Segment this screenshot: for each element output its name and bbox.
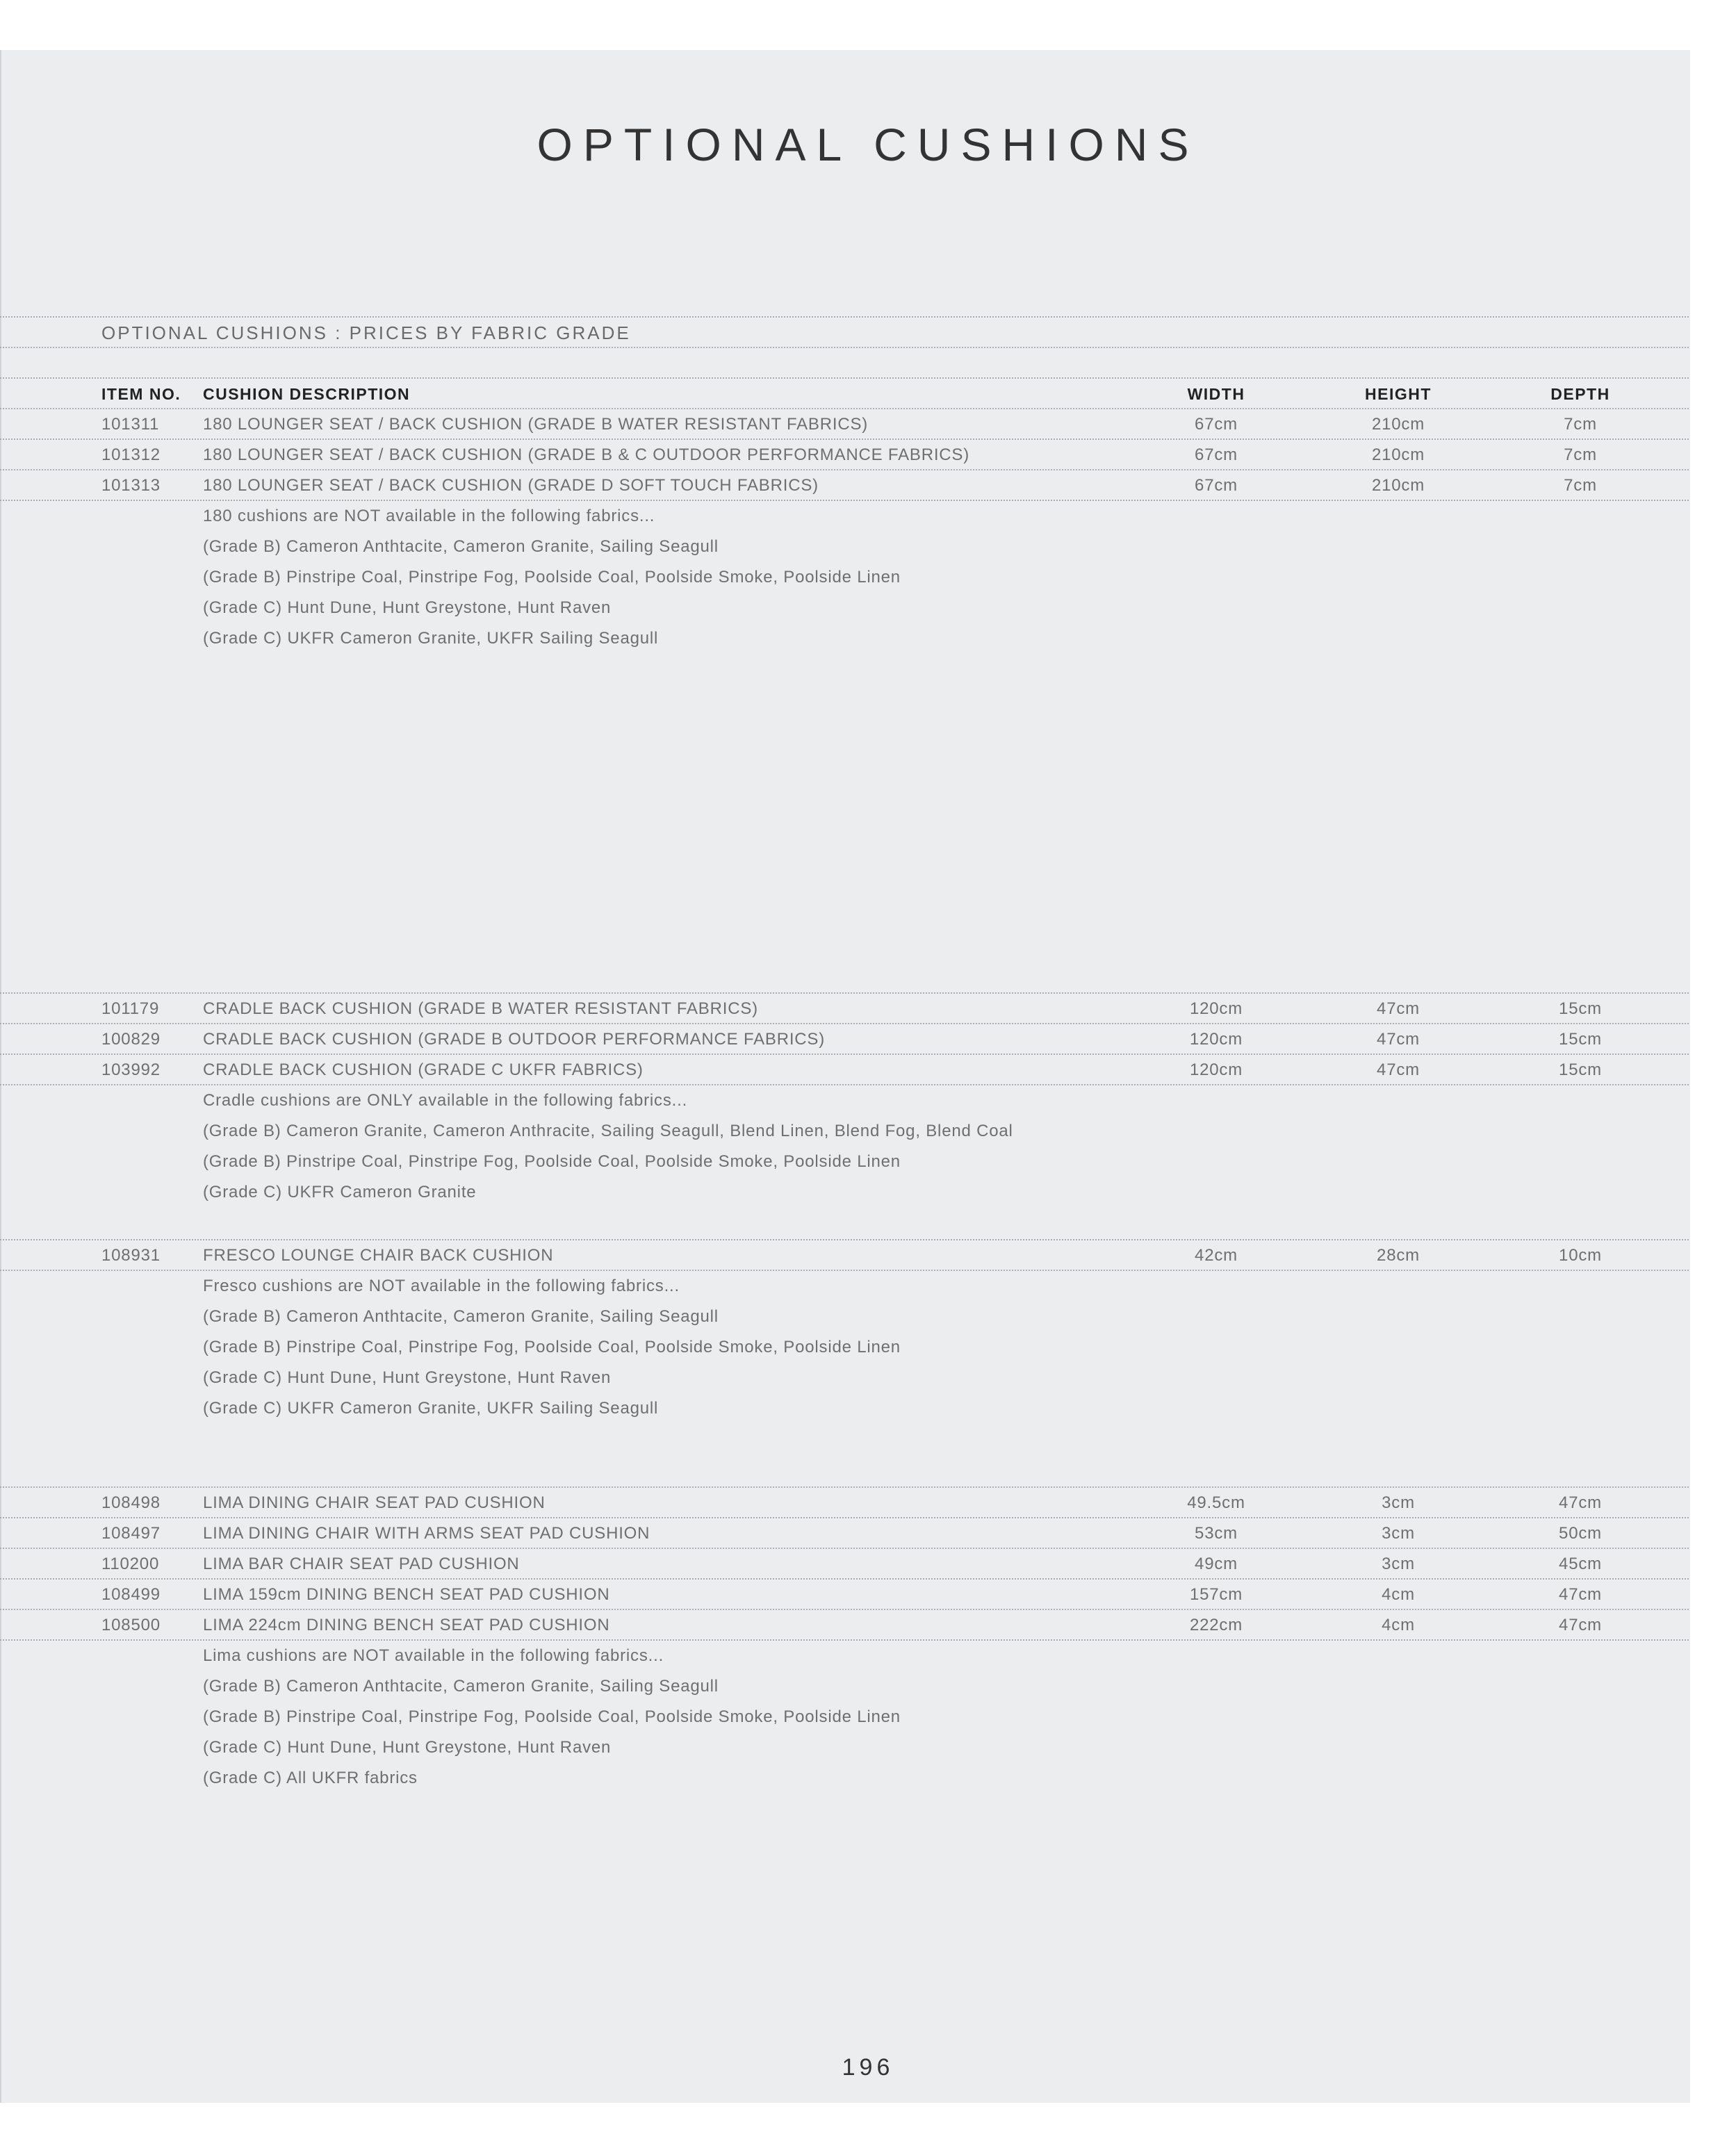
item-number: 108499 — [101, 1585, 161, 1604]
height-value: 3cm — [1382, 1555, 1415, 1573]
width-value: 49.5cm — [1187, 1493, 1245, 1512]
height-value: 4cm — [1382, 1585, 1415, 1604]
column-header-width: WIDTH — [1187, 385, 1245, 403]
depth-value: 45cm — [1559, 1555, 1602, 1573]
fabric-note: (Grade B) Pinstripe Coal, Pinstripe Fog, Poolside Coal, Poolside Smoke, Poolside Linen — [203, 1338, 901, 1356]
fabric-note: (Grade C) Hunt Dune, Hunt Greystone, Hunt Raven — [203, 598, 612, 617]
column-header-height: HEIGHT — [1365, 385, 1432, 403]
page-number: 196 — [842, 2054, 894, 2081]
width-value: 49cm — [1195, 1555, 1238, 1573]
fabric-note: (Grade B) Cameron Anthtacite, Cameron Granite, Sailing Seagull — [203, 537, 719, 556]
width-value: 120cm — [1189, 999, 1243, 1018]
cushion-description: CRADLE BACK CUSHION (GRADE B OUTDOOR PERFORMANCE FABRICS) — [203, 1030, 826, 1049]
fabric-note: 180 cushions are NOT available in the following fabrics... — [203, 507, 655, 525]
height-value: 210cm — [1371, 476, 1425, 495]
depth-value: 50cm — [1559, 1524, 1602, 1543]
fabric-note: (Grade B) Pinstripe Coal, Pinstripe Fog, Poolside Coal, Poolside Smoke, Poolside Linen — [203, 1152, 901, 1171]
fabric-note: (Grade C) Hunt Dune, Hunt Greystone, Hunt Raven — [203, 1738, 612, 1757]
width-value: 222cm — [1189, 1616, 1243, 1634]
height-value: 3cm — [1382, 1524, 1415, 1543]
section-rule-bottom — [0, 347, 1689, 348]
width-value: 42cm — [1195, 1246, 1238, 1265]
item-number: 101179 — [101, 999, 160, 1018]
section-title: OPTIONAL CUSHIONS : PRICES BY FABRIC GRADE — [101, 322, 631, 343]
height-value: 47cm — [1377, 999, 1420, 1018]
page-title: OPTIONAL CUSHIONS — [537, 119, 1199, 170]
fabric-note: (Grade C) Hunt Dune, Hunt Greystone, Hunt Raven — [203, 1368, 612, 1387]
depth-value: 15cm — [1559, 999, 1602, 1018]
fabric-note: (Grade C) UKFR Cameron Granite — [203, 1183, 477, 1202]
fabric-note: (Grade B) Cameron Anthtacite, Cameron Granite, Sailing Seagull — [203, 1677, 719, 1696]
depth-value: 7cm — [1564, 415, 1597, 434]
cushion-description: CRADLE BACK CUSHION (GRADE C UKFR FABRICS) — [203, 1060, 644, 1079]
cushion-description: CRADLE BACK CUSHION (GRADE B WATER RESISTANT FABRICS) — [203, 999, 758, 1018]
cushion-description: FRESCO LOUNGE CHAIR BACK CUSHION — [203, 1246, 554, 1265]
fabric-note: (Grade C) UKFR Cameron Granite, UKFR Sailing Seagull — [203, 629, 659, 648]
column-header-description: CUSHION DESCRIPTION — [203, 385, 411, 403]
fabric-note: (Grade B) Pinstripe Coal, Pinstripe Fog, Poolside Coal, Poolside Smoke, Poolside Linen — [203, 568, 901, 587]
item-number: 101311 — [101, 415, 160, 434]
height-value: 47cm — [1377, 1030, 1420, 1049]
depth-value: 7cm — [1564, 445, 1597, 464]
fabric-note: (Grade C) UKFR Cameron Granite, UKFR Sailing Seagull — [203, 1399, 659, 1418]
cushion-description: LIMA DINING CHAIR SEAT PAD CUSHION — [203, 1493, 546, 1512]
item-number: 101313 — [101, 476, 161, 495]
cushion-description: LIMA BAR CHAIR SEAT PAD CUSHION — [203, 1555, 520, 1573]
cushion-description: LIMA 159cm DINING BENCH SEAT PAD CUSHION — [203, 1585, 610, 1604]
cushion-description: LIMA 224cm DINING BENCH SEAT PAD CUSHION — [203, 1616, 610, 1634]
column-header-item: ITEM NO. — [101, 385, 181, 403]
width-value: 157cm — [1189, 1585, 1243, 1604]
height-value: 210cm — [1371, 415, 1425, 434]
fabric-note: Cradle cushions are ONLY available in the following fabrics... — [203, 1091, 688, 1110]
fabric-note: (Grade B) Cameron Anthtacite, Cameron Granite, Sailing Seagull — [203, 1307, 719, 1326]
item-number: 108931 — [101, 1246, 161, 1265]
cushion-description: 180 LOUNGER SEAT / BACK CUSHION (GRADE B & C OUTDOOR PERFORMANCE FABRICS) — [203, 445, 970, 464]
cushion-description: LIMA DINING CHAIR WITH ARMS SEAT PAD CUSHION — [203, 1524, 650, 1543]
cushion-description: 180 LOUNGER SEAT / BACK CUSHION (GRADE B WATER RESISTANT FABRICS) — [203, 415, 869, 434]
item-number: 108498 — [101, 1493, 161, 1512]
item-number: 108497 — [101, 1524, 161, 1543]
depth-value: 10cm — [1559, 1246, 1602, 1265]
width-value: 67cm — [1195, 415, 1238, 434]
height-value: 3cm — [1382, 1493, 1415, 1512]
depth-value: 47cm — [1559, 1616, 1602, 1634]
height-value: 210cm — [1371, 445, 1425, 464]
fabric-note: (Grade B) Pinstripe Coal, Pinstripe Fog, Poolside Coal, Poolside Smoke, Poolside Linen — [203, 1707, 901, 1726]
fabric-note: (Grade C) All UKFR fabrics — [203, 1769, 418, 1787]
width-value: 120cm — [1189, 1030, 1243, 1049]
width-value: 67cm — [1195, 476, 1238, 495]
depth-value: 7cm — [1564, 476, 1597, 495]
depth-value: 15cm — [1559, 1060, 1602, 1079]
item-number: 100829 — [101, 1030, 161, 1049]
fabric-note: Lima cushions are NOT available in the following fabrics... — [203, 1646, 664, 1665]
fabric-note: (Grade B) Cameron Granite, Cameron Anthracite, Sailing Seagull, Blend Linen, Blend Fog, Blend Coal — [203, 1122, 1013, 1140]
depth-value: 15cm — [1559, 1030, 1602, 1049]
width-value: 67cm — [1195, 445, 1238, 464]
width-value: 120cm — [1189, 1060, 1243, 1079]
cushion-description: 180 LOUNGER SEAT / BACK CUSHION (GRADE D SOFT TOUCH FABRICS) — [203, 476, 819, 495]
item-number: 110200 — [101, 1555, 160, 1573]
column-header-depth: DEPTH — [1550, 385, 1610, 403]
height-value: 28cm — [1377, 1246, 1420, 1265]
height-value: 4cm — [1382, 1616, 1415, 1634]
height-value: 47cm — [1377, 1060, 1420, 1079]
item-number: 101312 — [101, 445, 161, 464]
width-value: 53cm — [1195, 1524, 1238, 1543]
item-number: 108500 — [101, 1616, 161, 1634]
fabric-note: Fresco cushions are NOT available in the following fabrics... — [203, 1277, 680, 1295]
depth-value: 47cm — [1559, 1493, 1602, 1512]
depth-value: 47cm — [1559, 1585, 1602, 1604]
item-number: 103992 — [101, 1060, 161, 1079]
